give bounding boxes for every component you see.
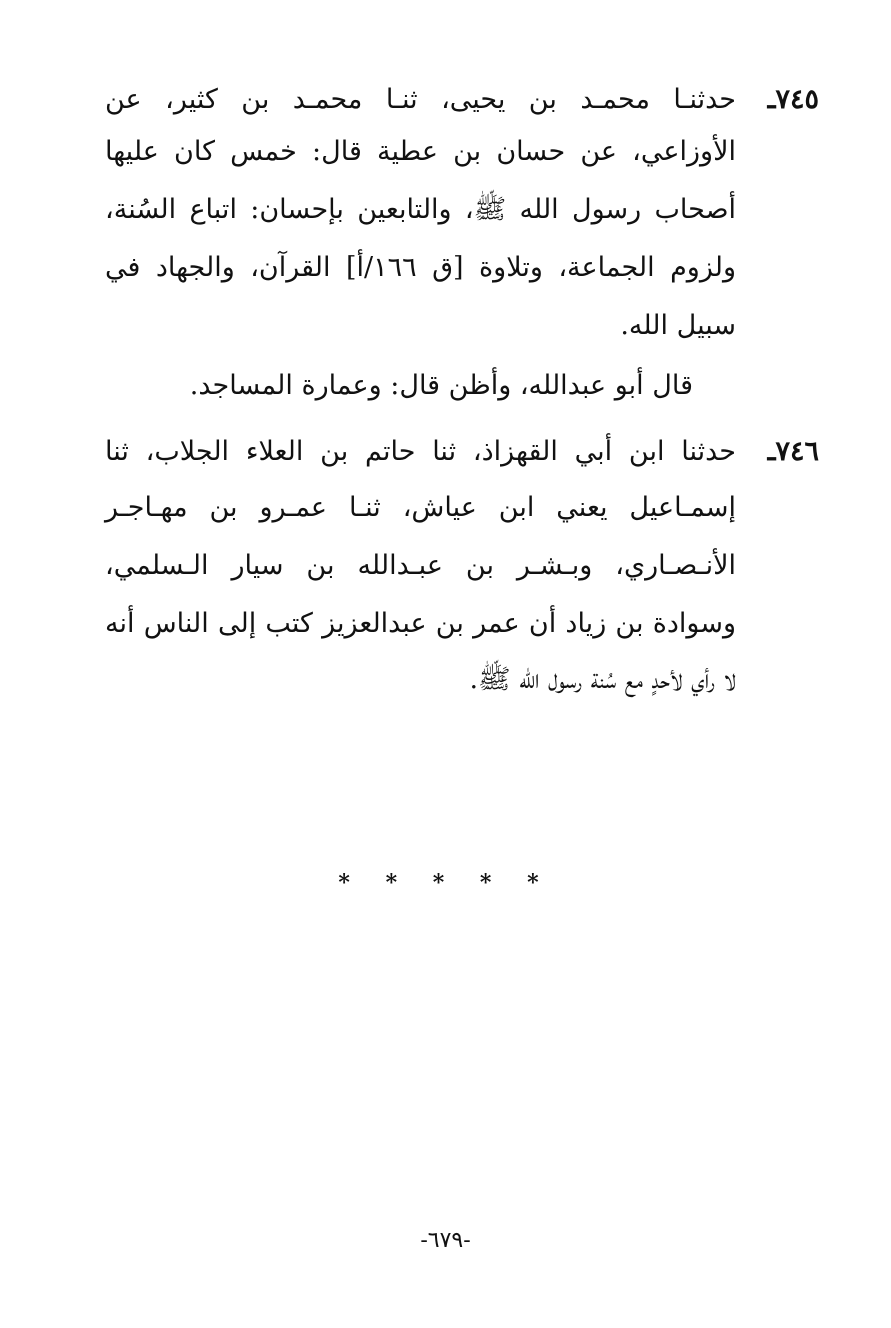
text-line: وسوادة بن زياد أن عمر بن عبدالعزيز كتب إلى الناس أنه: [105, 608, 736, 639]
note-line: قال أبو عبدالله، وأظن قال: وعمارة المساجد.: [189, 370, 693, 401]
text-line: حدثنـا محمـد بن يحيى، ثنـا محمـد بن كثير، عن: [105, 84, 736, 115]
text-line: حدثنا ابن أبي القهزاذ، ثنا حاتم بن العلاء الجلاب، ثنا: [105, 436, 736, 467]
entry-number: ٧٤٥ـ: [767, 84, 819, 115]
text-line: الأوزاعي، عن حسان بن عطية قال: خمس كان عليها: [105, 136, 736, 167]
entry-number: ٧٤٦ـ: [767, 436, 819, 467]
text-line: أصحاب رسول الله ﷺ، والتابعين بإحسان: اتباع السُنة،: [105, 194, 736, 225]
page-number: -٦٧٩-: [420, 1228, 471, 1253]
text-line: ولزوم الجماعة، وتلاوة [ق ١٦٦/أ] القرآن، والجهاد في: [105, 252, 736, 283]
text-line: الأنـصـاري، وبـشـر بن عبـدالله بن سيار الـسلمي،: [105, 550, 736, 581]
section-separator: * * * * *: [338, 870, 553, 896]
text-line: لا رأي لأحدٍ مع سُنة رسول الله ﷺ.: [469, 664, 736, 695]
text-line: سبيل الله.: [620, 310, 736, 341]
text-line: إسمـاعيل يعني ابن عياش، ثنـا عمـرو بن مهـاجـر: [105, 492, 736, 523]
